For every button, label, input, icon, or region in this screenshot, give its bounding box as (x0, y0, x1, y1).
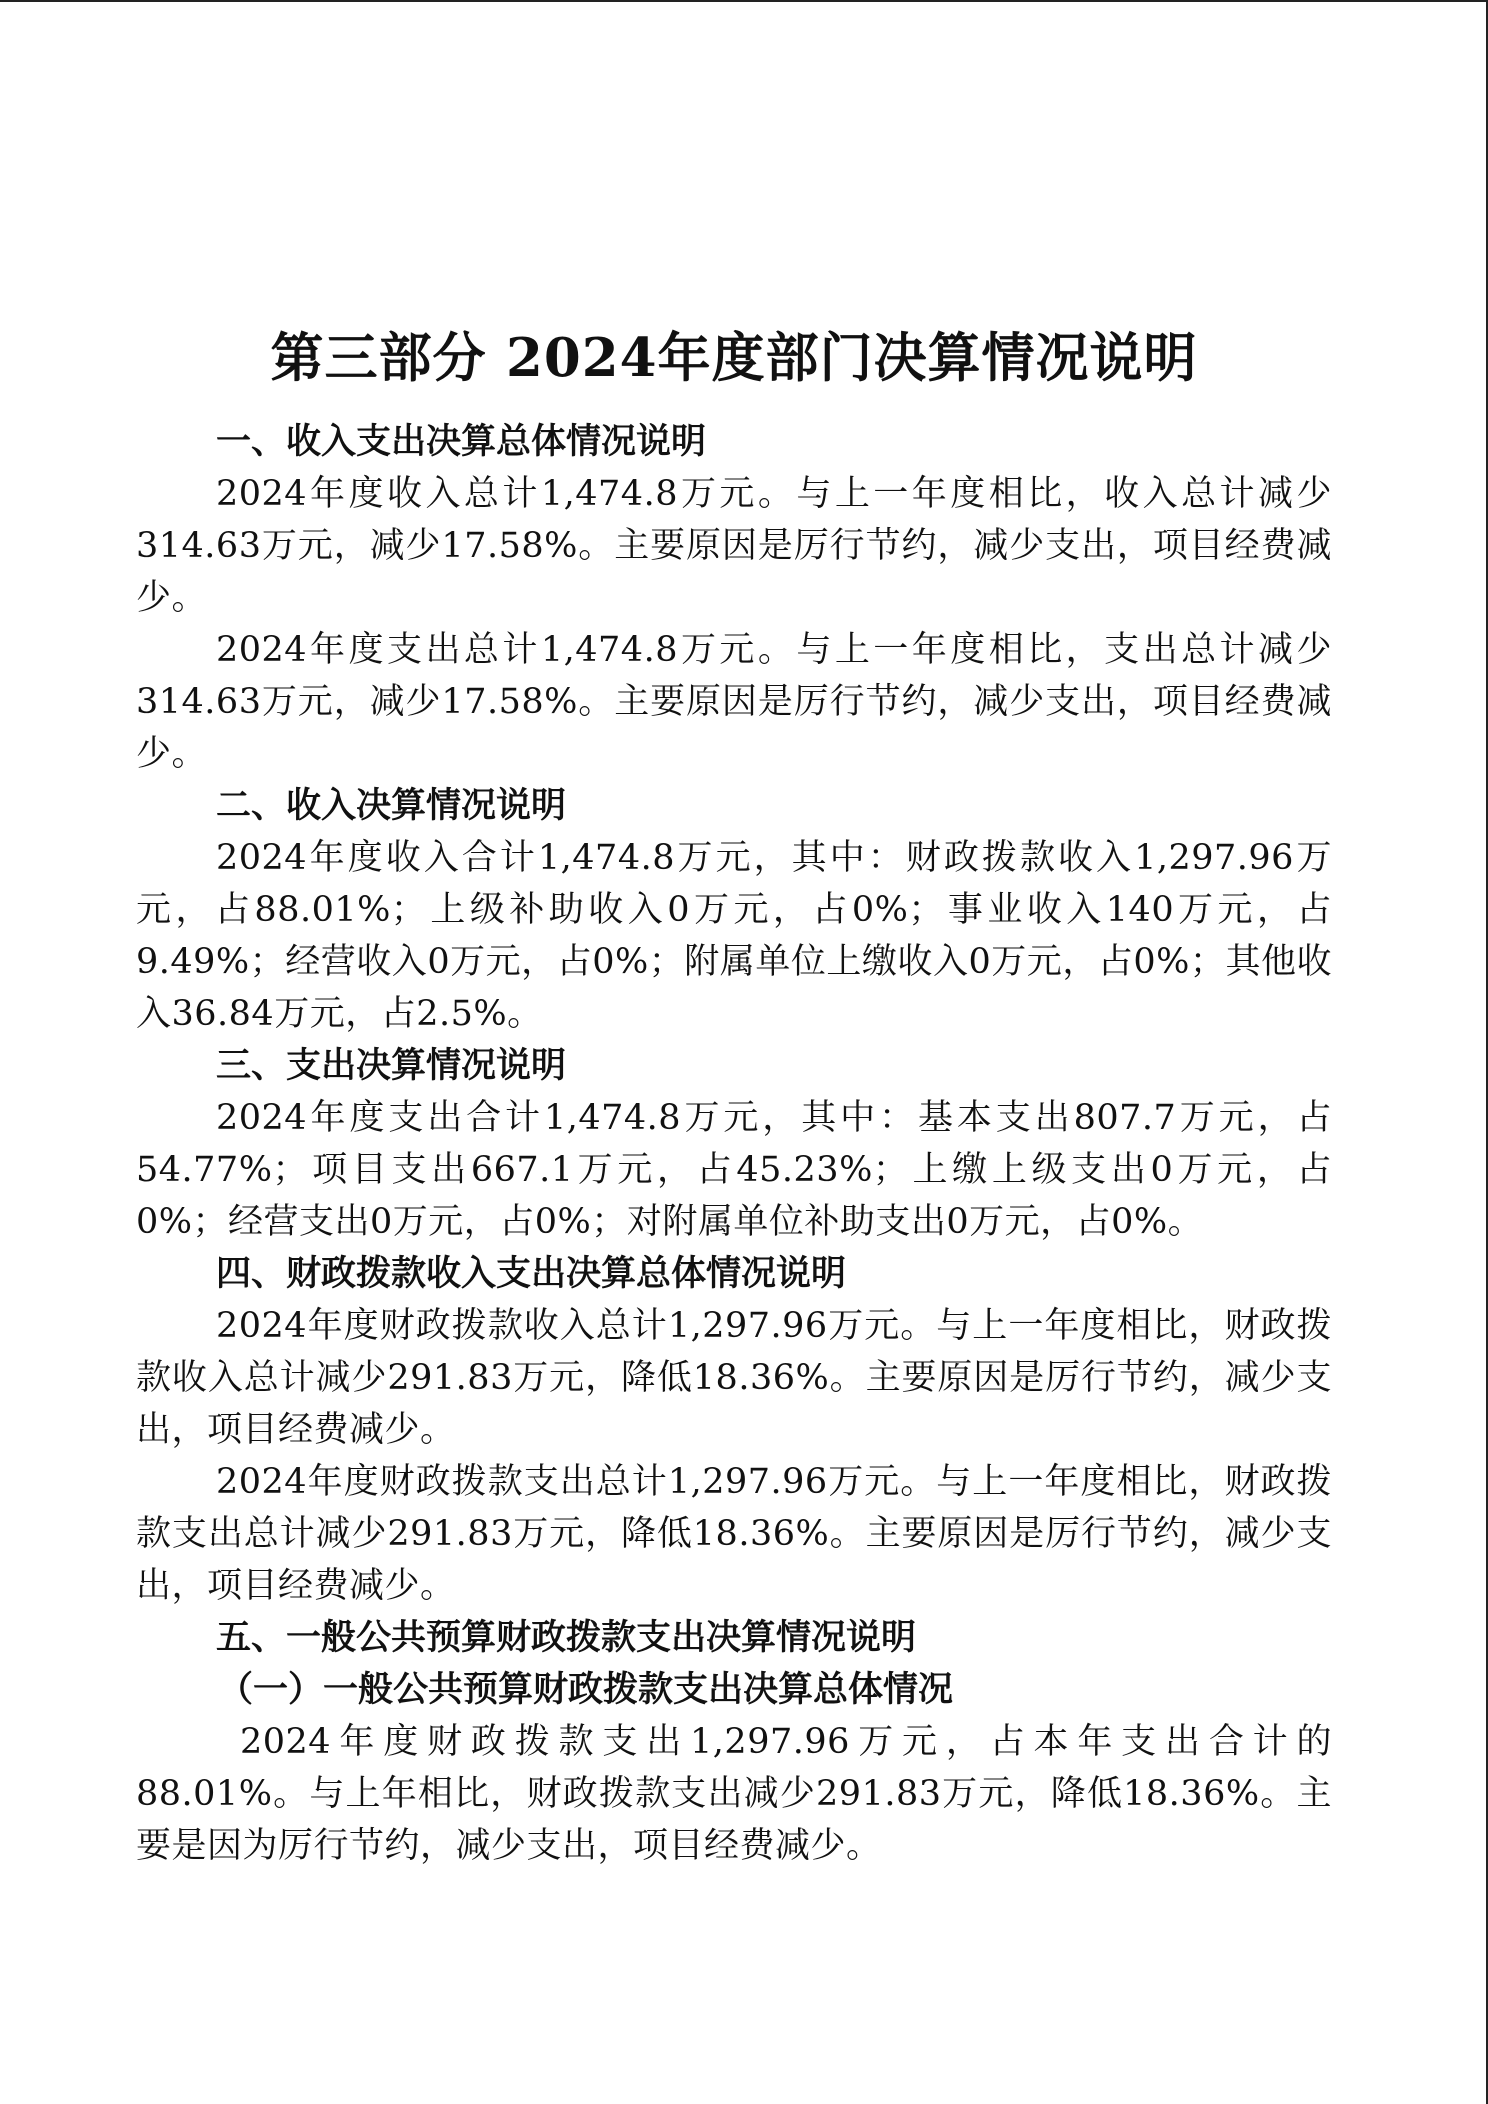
section-heading-4: 四、财政拨款收入支出决算总体情况说明 (216, 1253, 847, 1294)
paragraph-income-total: 2024年度收入总计1,474.8万元。与上一年度相比，收入总计减少314.63万元，减少17.58%。主要原因是厉行节约，减少支出，项目经费减少。 (136, 474, 1332, 618)
paragraph-general-budget: 2024年度财政拨款支出1,297.96万元，占本年支出合计的88.01%。与上年相比，财政拨款支出减少291.83万元，降低18.36%。主要是因为厉行节约，减少支出，项目经费减少。 (136, 1722, 1332, 1866)
paragraph-fiscal-income: 2024年度财政拨款收入总计1,297.96万元。与上一年度相比，财政拨款收入总计减少291.83万元，降低18.36%。主要原因是厉行节约，减少支出，项目经费减少。 (136, 1306, 1332, 1450)
page-title: 第三部分 2024年度部门决算情况说明 (270, 327, 1198, 389)
section-heading-5: 五、一般公共预算财政拨款支出决算情况说明 (216, 1617, 917, 1658)
paragraph-expense-breakdown: 2024年度支出合计1,474.8万元，其中：基本支出807.7万元，占54.77%；项目支出667.1万元，占45.23%；上缴上级支出0万元，占0%；经营支出0万元，占0%；对附属单位补助支出0万元，占0%。 (136, 1098, 1332, 1242)
section-heading-3: 三、支出决算情况说明 (216, 1045, 567, 1086)
paragraph-fiscal-expense: 2024年度财政拨款支出总计1,297.96万元。与上一年度相比，财政拨款支出总计减少291.83万元，降低18.36%。主要原因是厉行节约，减少支出，项目经费减少。 (136, 1462, 1332, 1606)
paragraph-expense-total: 2024年度支出总计1,474.8万元。与上一年度相比，支出总计减少314.63万元，减少17.58%。主要原因是厉行节约，减少支出，项目经费减少。 (136, 630, 1332, 774)
paragraph-income-breakdown: 2024年度收入合计1,474.8万元，其中：财政拨款收入1,297.96万元，占88.01%；上级补助收入0万元，占0%；事业收入140万元，占9.49%；经营收入0万元，占0%；附属单位上缴收入0万元，占0%；其他收入36.84万元，占2.5%。 (136, 838, 1332, 1034)
document-body (136, 320, 1332, 1872)
section-heading-2: 二、收入决算情况说明 (216, 785, 567, 826)
subsection-heading-5-1: （一）一般公共预算财政拨款支出决算总体情况 (218, 1669, 954, 1710)
section-heading-1: 一、收入支出决算总体情况说明 (216, 421, 707, 462)
